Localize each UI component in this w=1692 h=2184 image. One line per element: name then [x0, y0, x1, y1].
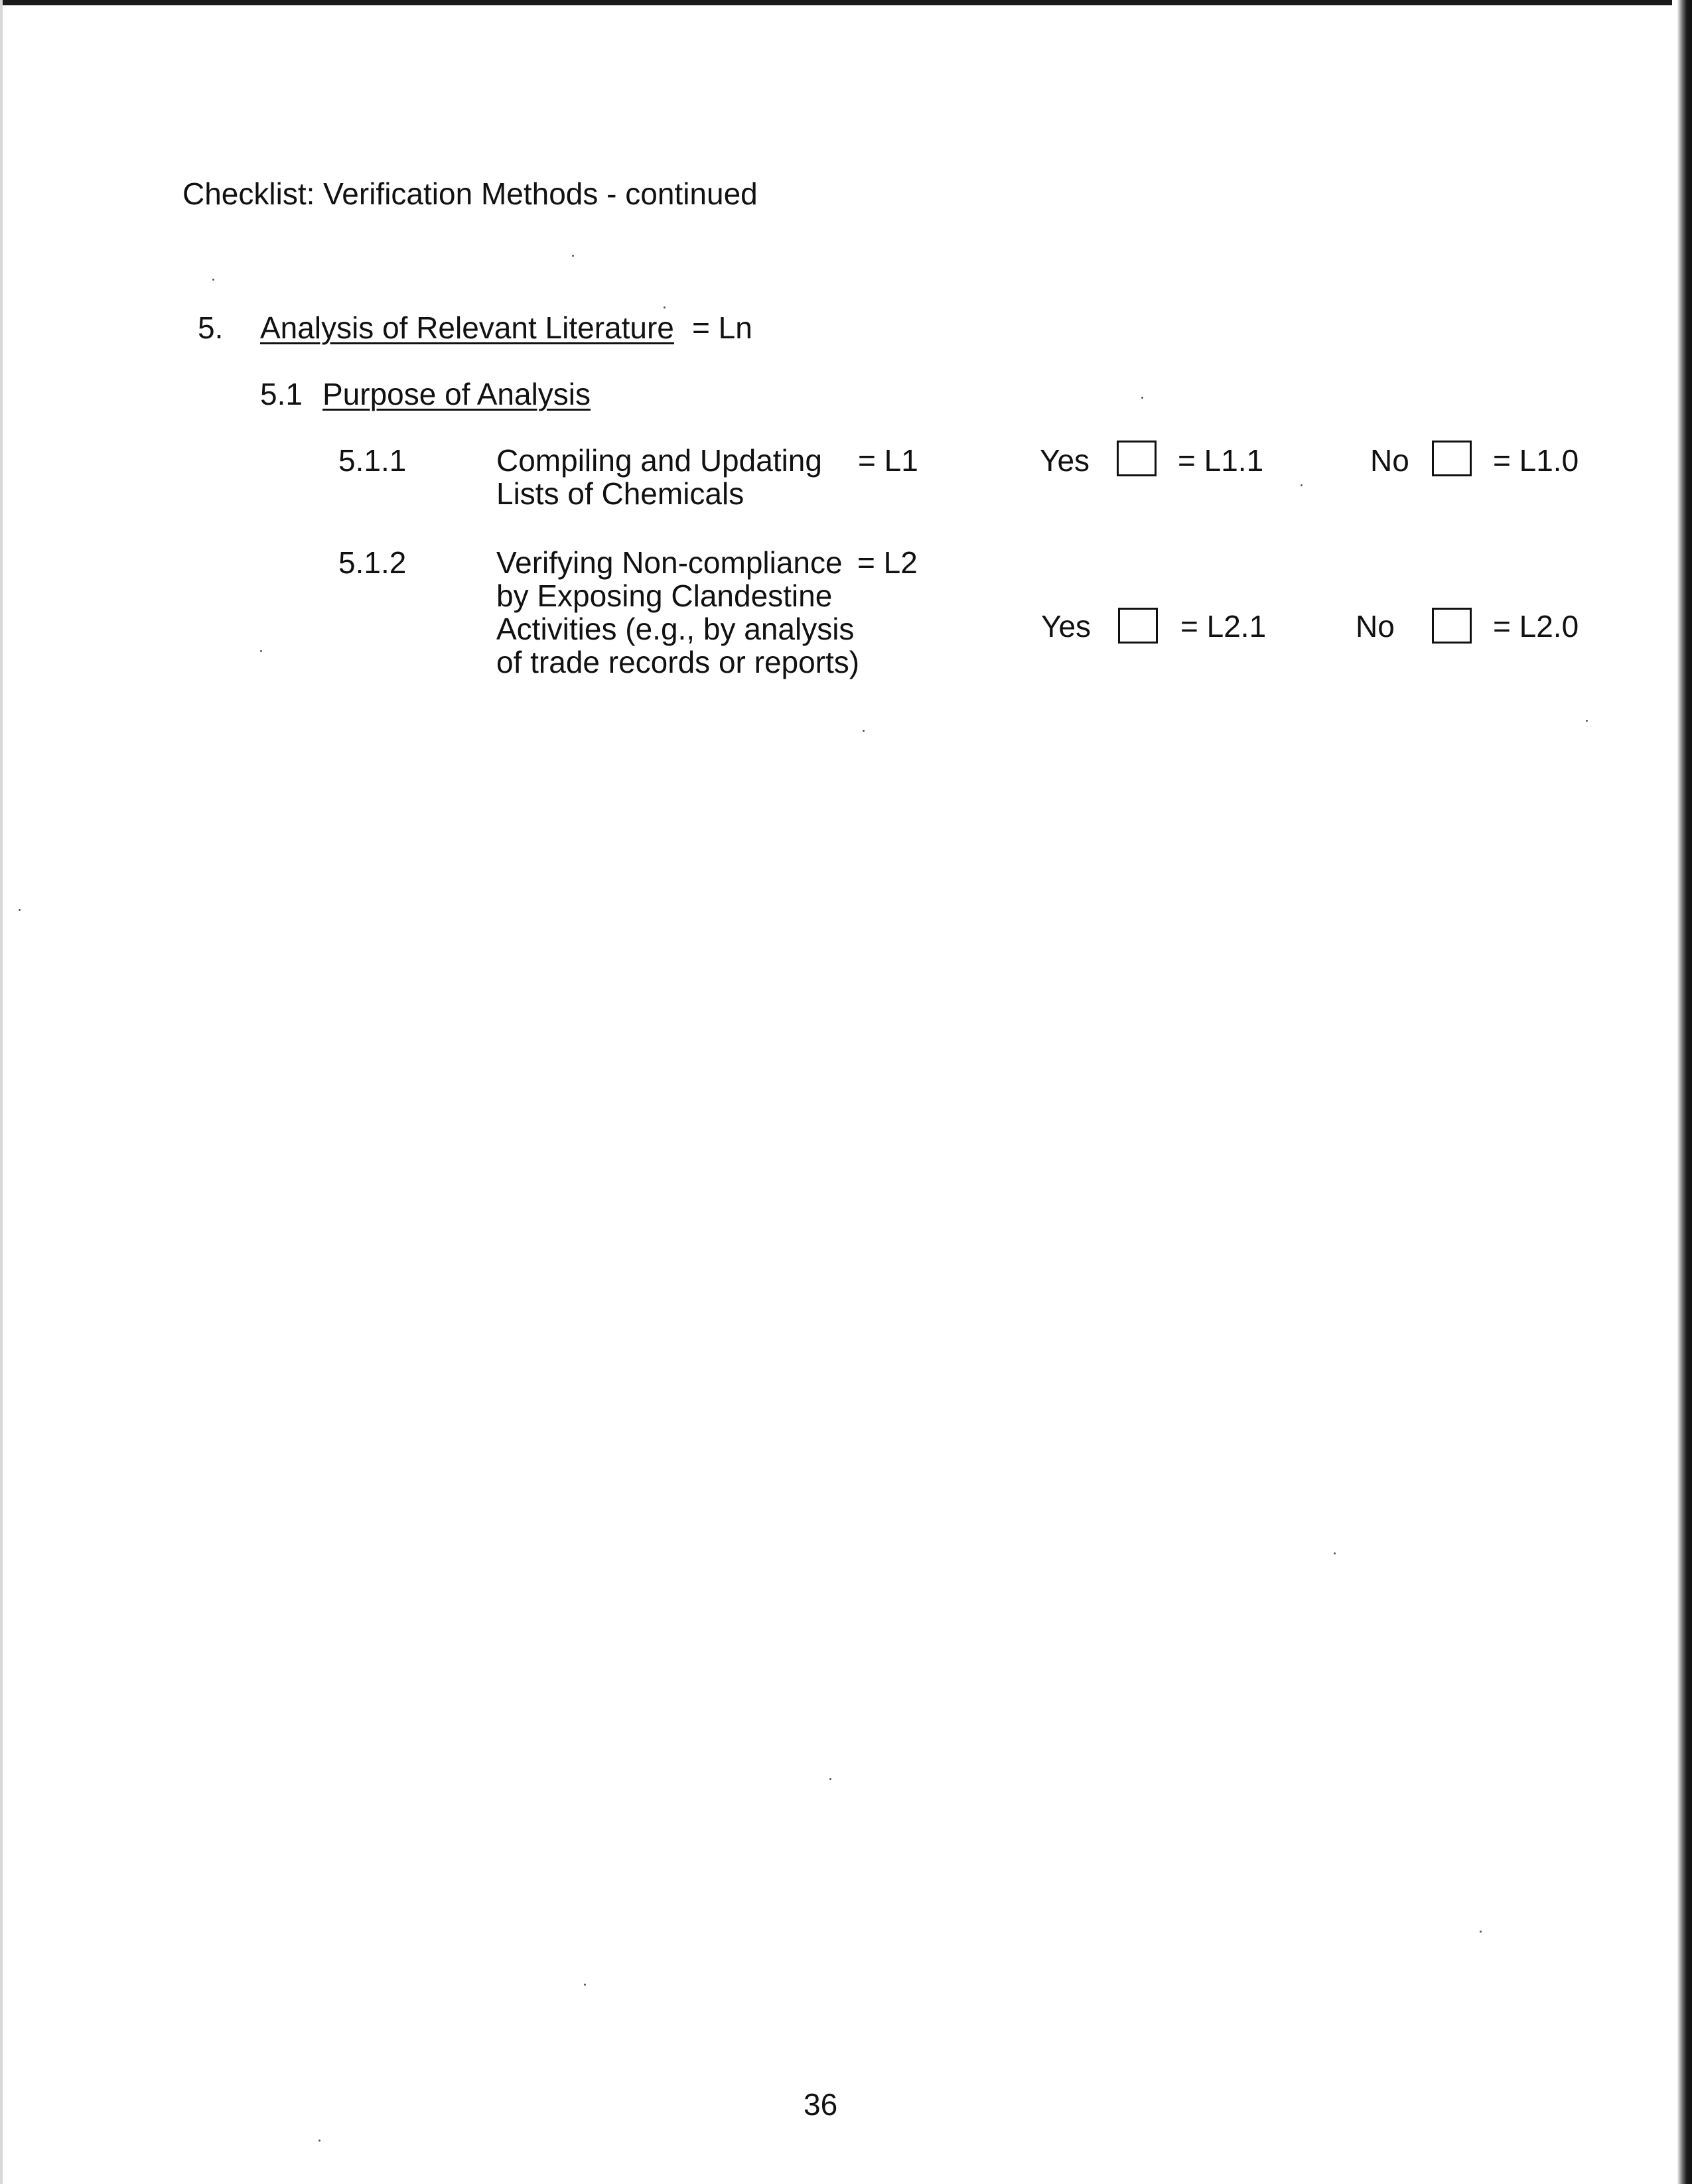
scan-speck — [584, 1984, 586, 1986]
yes-code: = L2.1 — [1180, 609, 1267, 644]
scan-speck — [1141, 397, 1143, 399]
scan-speck — [1334, 1552, 1336, 1554]
scan-speck — [664, 307, 666, 308]
item-number: 5.1.1 — [338, 443, 407, 478]
no-code: = L1.0 — [1493, 443, 1579, 478]
item-text-line: Verifying Non-compliance — [496, 545, 843, 580]
scan-edge-right — [1677, 0, 1692, 2184]
item-code: = L1 — [858, 443, 918, 478]
scan-edge-left — [0, 0, 3, 2184]
yes-label: Yes — [1040, 443, 1090, 478]
yes-code: = L1.1 — [1178, 443, 1264, 478]
item-number: 5.1.2 — [338, 545, 407, 580]
yes-label: Yes — [1041, 609, 1092, 644]
scan-speck — [829, 1778, 831, 1780]
scan-speck — [1586, 720, 1588, 722]
scan-speck — [318, 2140, 320, 2142]
item-text-line: Lists of Chemicals — [496, 476, 744, 511]
no-label: No — [1370, 443, 1409, 478]
item-text-line: by Exposing Clandestine — [496, 579, 833, 613]
no-code: = L2.0 — [1493, 609, 1579, 644]
subsection-title: Purpose of Analysis — [322, 377, 591, 411]
scan-speck — [572, 255, 574, 257]
scan-speck — [212, 279, 214, 281]
item-code: = L2 — [857, 545, 918, 580]
scan-edge-top — [0, 0, 1672, 5]
no-checkbox[interactable] — [1432, 608, 1472, 644]
section-title: Analysis of Relevant Literature — [260, 310, 674, 345]
subsection-number: 5.1 — [260, 377, 303, 411]
item-text-line: Compiling and Updating — [496, 443, 822, 478]
scan-speck — [1480, 1931, 1482, 1933]
page-number: 36 — [804, 2087, 838, 2122]
yes-checkbox[interactable] — [1117, 441, 1157, 476]
no-checkbox[interactable] — [1432, 441, 1472, 476]
no-label: No — [1356, 609, 1395, 644]
section-number: 5. — [198, 310, 224, 345]
item-text-line: Activities (e.g., by analysis — [496, 612, 855, 646]
scan-speck — [1301, 484, 1303, 486]
scan-speck — [863, 730, 865, 732]
scan-speck — [260, 650, 262, 652]
page-title: Checklist: Verification Methods - continued — [182, 176, 758, 211]
section-code: = Ln — [692, 310, 752, 345]
yes-checkbox[interactable] — [1118, 608, 1158, 644]
item-text-line: of trade records or reports) — [496, 645, 860, 679]
scan-speck — [19, 909, 21, 911]
